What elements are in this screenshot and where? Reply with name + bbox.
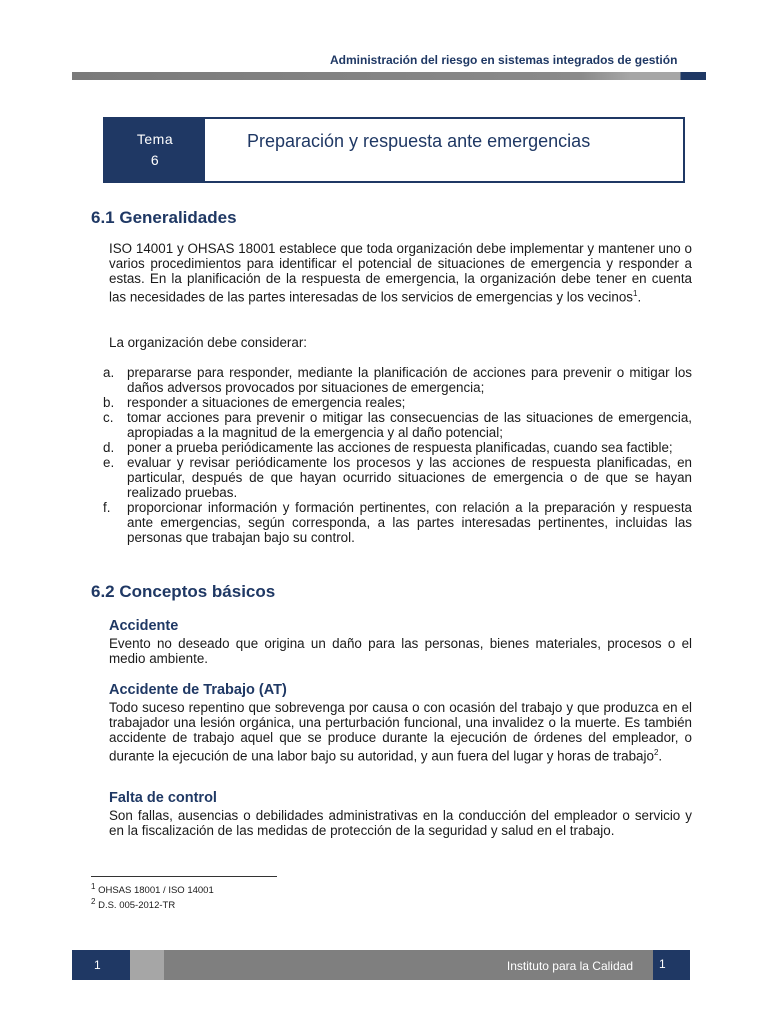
footnote-1	[91, 882, 214, 896]
footer-page-right	[653, 950, 690, 980]
definition-falta-control: Son fallas, ausencias o debilidades administrativas en la conducción del empleador o servicio y en la fiscalización de las medidas de protección de la seguridad y salud en el trabajo.	[109, 808, 692, 838]
list-marker: f.	[103, 500, 111, 515]
list-item-text: evaluar y revisar periódicamente los procesos y las acciones de respuesta planificadas, en particular, después de que hayan ocurrido situaciones de emergencia o de que se hayan realizado pruebas.	[127, 455, 692, 500]
list-item	[103, 455, 692, 500]
footer-accent	[130, 950, 164, 980]
tema-box	[103, 117, 685, 183]
definition-accidente: Evento no deseado que origina un daño para las personas, bienes materiales, procesos o el medio ambiente.	[109, 636, 692, 666]
section-heading-generalidades: 6.1 Generalidades	[91, 208, 237, 227]
term-falta-control: Falta de control	[109, 790, 217, 806]
list-item-text: prepararse para responder, mediante la planificación de acciones para prevenir o mitigar los daños adversos provocados por situaciones de emergencia;	[127, 365, 692, 395]
footer-page-left	[72, 950, 130, 980]
list-item	[103, 440, 692, 455]
footnote-2	[91, 897, 175, 911]
list-item-text: responder a situaciones de emergencia reales;	[127, 395, 406, 410]
footnote-ref-2: 2	[653, 748, 659, 757]
list-item	[103, 395, 692, 410]
tema-number: 6	[150, 152, 160, 168]
footnote-number: 2	[91, 897, 96, 906]
footer-page-number-right: 1	[659, 957, 666, 971]
footnote-ref-1: 1	[633, 289, 638, 298]
definition-end: .	[658, 748, 663, 764]
tema-title: Preparación y respuesta ante emergencias	[247, 131, 591, 151]
list-item	[103, 365, 692, 395]
footer-bar	[72, 950, 690, 980]
list-marker: d.	[103, 440, 115, 455]
footer-page-number-left: 1	[94, 958, 101, 972]
tema-label	[105, 119, 205, 181]
footnote-text: D.S. 005-2012-TR	[98, 900, 176, 912]
tema-label-text: Tema	[136, 131, 174, 147]
definition-accidente-trabajo	[109, 700, 692, 763]
footnote-text: OHSAS 18001 / ISO 14001	[98, 885, 214, 897]
footnote-number: 1	[91, 882, 96, 891]
paragraph-text: ISO 14001 y OHSAS 18001 establece que toda organización debe implementar y mantener uno o varios procedimientos para identificar el potencial de situaciones de emergencia y responder a estas. En la planificación de la respuesta de emergencia, la organización debe tener en cuenta las necesidades de las partes interesadas de los servicios de emergencias y los vecinos	[109, 241, 692, 305]
paragraph-considerar: La organización debe considerar:	[109, 335, 308, 350]
paragraph-generalidades	[109, 241, 692, 304]
term-accidente-trabajo: Accidente de Trabajo (AT)	[109, 682, 287, 698]
footer-institute: Instituto para la Calidad	[506, 959, 633, 973]
footnote-separator	[91, 876, 277, 877]
list-item	[103, 500, 692, 545]
list-item-text: poner a prueba periódicamente las acciones de respuesta planificadas, cuando sea factible;	[127, 440, 673, 455]
definition-text: Todo suceso repentino que sobrevenga por causa o con ocasión del trabajo y que produzca en el trabajador una lesión orgánica, una perturbación funcional, una invalidez o la muerte. Es también accidente de trabajo aquel que se produce durante la ejecución de órdenes del empleador, o durante la ejecución de una labor bajo su autoridad, y aun fuera del lugar y horas de trabajo	[109, 700, 692, 764]
running-header-title: Administración del riesgo en sistemas integrados de gestión	[330, 53, 678, 67]
list-marker: c.	[103, 410, 114, 425]
list-item-text: tomar acciones para prevenir o mitigar las consecuencias de las situaciones de emergencia, apropiadas a la magnitud de la emergencia y al daño potencial;	[127, 410, 692, 440]
footer-institute-block	[164, 950, 653, 980]
considerations-list	[103, 365, 692, 545]
section-heading-conceptos: 6.2 Conceptos básicos	[91, 582, 276, 601]
list-marker: e.	[103, 455, 115, 470]
list-marker: b.	[103, 395, 115, 410]
term-accidente: Accidente	[109, 618, 179, 634]
list-marker: a.	[103, 365, 115, 380]
paragraph-end: .	[637, 289, 642, 305]
list-item	[103, 410, 692, 440]
header-bar	[72, 72, 706, 80]
list-item-text: proporcionar información y formación pertinentes, con relación a la preparación y respuesta ante emergencias, según corresponda, a las partes interesadas pertinentes, incluidas las personas que trabajan bajo su control.	[127, 500, 692, 545]
